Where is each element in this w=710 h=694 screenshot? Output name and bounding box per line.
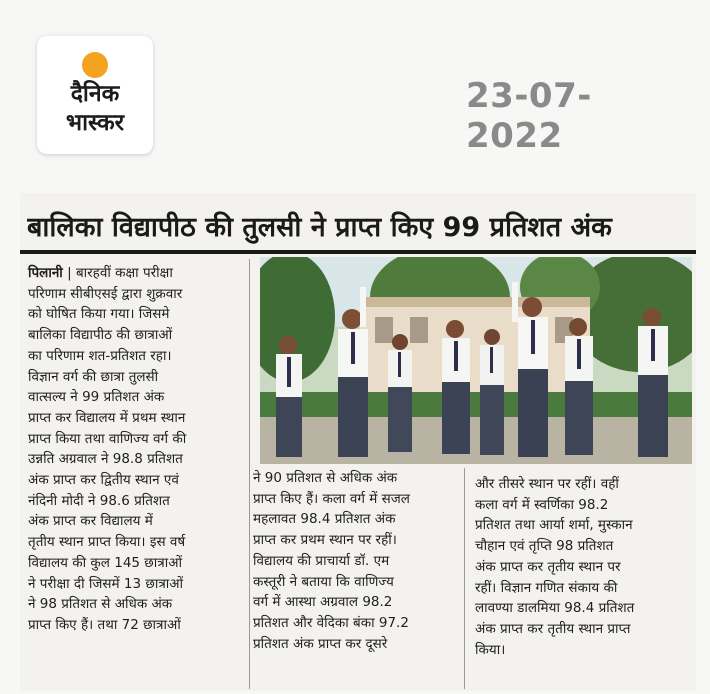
article-column-3 [475, 474, 689, 660]
article-line: नंदिनी मोदी ने 98.6 प्रतिशत [28, 492, 170, 509]
article-line: चौहान एवं तृप्ति 98 प्रतिशत [475, 538, 614, 555]
article-line: अंक प्राप्त कर तृतीय स्थान प्राप्त [475, 620, 631, 637]
article-line: महलावत 98.4 प्रतिशत अंक [253, 511, 396, 528]
article-line: ने 90 प्रतिशत से अधिक अंक [253, 470, 398, 486]
article-line: विद्यालय की प्राचार्या डॉ. एम [253, 552, 390, 569]
column-divider [249, 259, 250, 689]
logo-text-line2: भास्कर [65, 110, 125, 136]
article-line: प्रतिशत अंक प्राप्त कर दूसरे [253, 635, 388, 652]
article-line: और तीसरे स्थान पर रहीं। वहीं [475, 476, 619, 492]
article-line: बालिका विद्यापीठ की छात्राओं [28, 327, 173, 344]
article-line: प्राप्त किया तथा वाणिज्य वर्ग की [28, 430, 187, 447]
article-line: उन्नति अग्रवाल ने 98.8 प्रतिशत [28, 451, 183, 468]
article-line: प्रतिशत तथा आर्या शर्मा, मुस्कान [475, 517, 633, 534]
article-line: वात्सल्य ने 99 प्रतिशत अंक [28, 389, 165, 406]
article-line: अंक प्राप्त कर विद्यालय में [28, 513, 153, 530]
article-line: रहीं। विज्ञान गणित संकाय की [475, 579, 618, 596]
article-line: का परिणाम शत-प्रतिशत रहा। [28, 347, 172, 364]
logo-text-line1: दैनिक [70, 81, 120, 107]
article-line: अंक प्राप्त कर द्वितीय स्थान एवं [28, 472, 179, 489]
students-celebrating-photo [260, 257, 692, 464]
article-line: परिणाम सीबीएसई द्वारा शुक्रवार [28, 285, 183, 302]
article-line: विद्यालय की कुल 145 छात्राओं [28, 554, 183, 571]
article-line: कला वर्ग में स्वर्णिका 98.2 [475, 496, 609, 513]
article-line: कस्तूरी ने बताया कि वाणिज्य [253, 573, 394, 590]
article-line: वर्ग में आस्था अग्रवाल 98.2 [253, 594, 393, 611]
article-line: प्राप्त कर विद्यालय में प्रथम स्थान [28, 409, 186, 426]
article-line: लावण्या डालमिया 98.4 प्रतिशत [475, 600, 635, 617]
article-line: ने परीक्षा दी जिसमें 13 छात्राओं [28, 575, 184, 592]
publication-date: 23-07-2022 [466, 76, 592, 156]
sun-icon [82, 52, 108, 78]
headline-rule [20, 250, 696, 254]
article-line: प्राप्त किए हैं। कला वर्ग में सजल [253, 490, 410, 507]
article-line: अंक प्राप्त कर तृतीय स्थान पर [475, 558, 621, 575]
article-line: | बारहवीं कक्षा परीक्षा [67, 265, 173, 281]
article-line: विज्ञान वर्ग की छात्रा तुलसी [28, 368, 159, 385]
dateline: पिलानी [28, 265, 63, 281]
article-line: प्राप्त किए हैं। तथा 72 छात्राओं [28, 616, 181, 633]
article-line: किया। [475, 641, 506, 658]
article-line: प्रतिशत और वेदिका बंका 97.2 [253, 614, 409, 631]
column-divider [464, 468, 465, 689]
article-column-1 [28, 263, 248, 636]
article-headline: बालिका विद्यापीठ की तुलसी ने प्राप्त किए 99 प्रतिशत अंक [27, 212, 612, 243]
article-line: को घोषित किया गया। जिसमे [28, 306, 170, 323]
article-line: तृतीय स्थान प्राप्त किया। इस वर्ष [28, 534, 186, 551]
newspaper-clipping [20, 193, 696, 691]
article-line: ने 98 प्रतिशत से अधिक अंक [28, 596, 173, 613]
dainik-bhaskar-logo [37, 36, 153, 154]
article-column-2 [253, 468, 459, 654]
article-line: प्राप्त कर प्रथम स्थान पर रहीं। [253, 532, 397, 549]
